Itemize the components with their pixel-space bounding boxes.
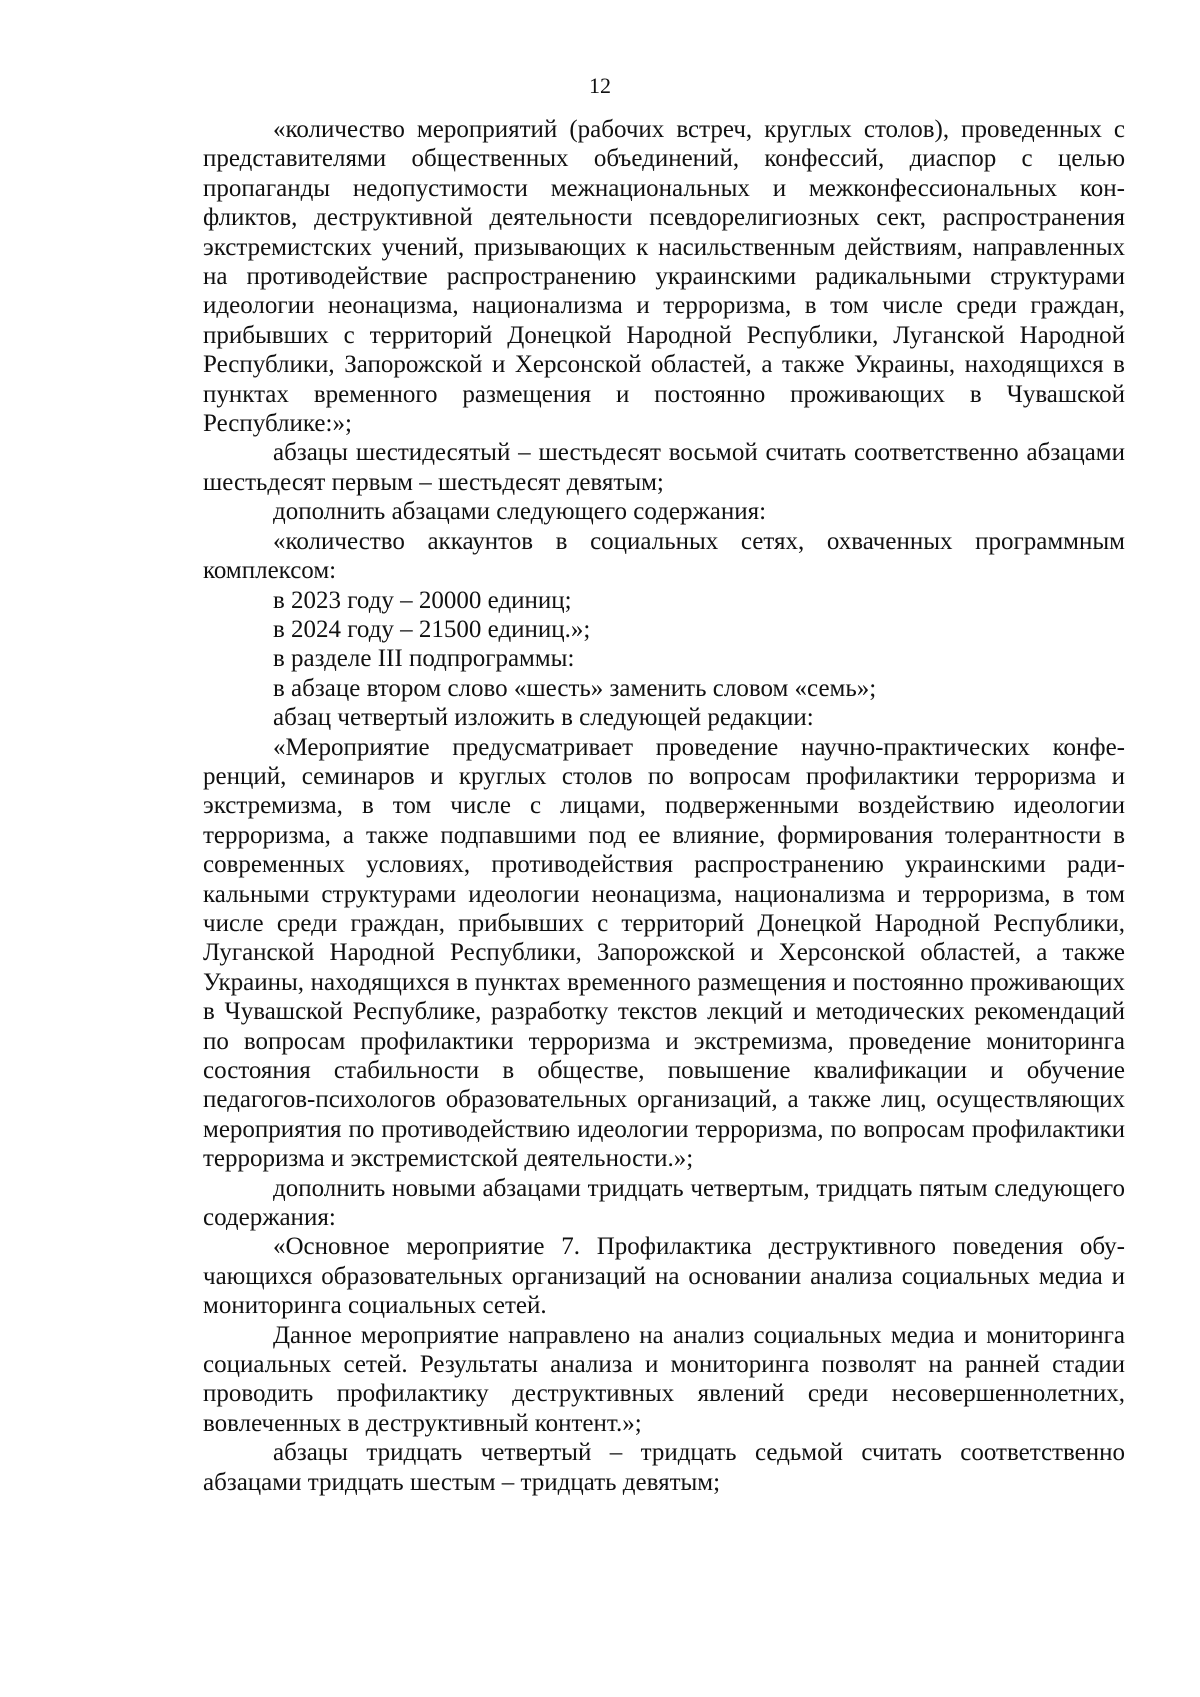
page-number: 12 — [589, 73, 611, 98]
paragraph-9: абзац четвертый изложить в следующей редакции: — [273, 704, 814, 732]
paragraph-2: абзацы шестидесятый – шестьдесят восьмой считать соответственно абзацами шестьдесят первым – шестьдесят девятым; — [203, 439, 1125, 496]
paragraph-13: Данное мероприятие направлено на анализ социальных медиа и мониторинга социальных сетей. Результаты анализа и мониторинга позволят на ранней стадии проводить профилактику деструктивных явлений среди несовершеннолетних, вовлеченных в деструктивный контент.»; — [203, 1321, 1125, 1437]
paragraph-3: дополнить абзацами следующего содержания: — [273, 498, 767, 526]
paragraph-10: «Мероприятие предусматривает проведение научно-практических конференций, семинаров и круглых столов по вопросам профилактики терроризма и экстремизма, в том числе с лицами, подверженными воздействию идеологии терроризма, а также подпавшими под ее влияние, формирования толерантности в современных условиях, противодействия распространению украинскими радикальными структурами идеологии неонацизма, национализма и терроризма, в том числе среди граждан, прибывших с территорий Донецкой Народной Республики, Луганской Народной Республики, Запорожской и Херсонской областей, а также Украины, находящихся в пунктах временного размещения и постоянно проживающих в Чувашской Республике, разработку текстов лекций и методических рекомендаций по вопросам профилактики терроризма и экстремизма, проведение мониторинга состояния стабильности в обществе, повышение квалификации и обучение педагогов-психологов образовательных организаций, а также лиц, осуществляющих мероприятия по противодействию идеологии терроризма, по вопросам профилактики терроризма и экстремистской деятельности.»; — [203, 733, 1125, 1173]
paragraph-14: абзацы тридцать четвертый – тридцать седьмой считать соответственно абзацами тридцать шестым – тридцать девятым; — [203, 1439, 1125, 1496]
paragraph-12: «Основное мероприятие 7. Профилактика деструктивного поведения обучающихся образовательных организаций на основании анализа социальных медиа и мониторинга социальных сетей. — [203, 1233, 1125, 1320]
paragraph-7: в разделе III подпрограммы: — [273, 645, 575, 673]
paragraph-6: в 2024 году – 21500 единиц.»; — [273, 615, 591, 643]
paragraph-1: «количество мероприятий (рабочих встреч, круглых столов), проведенных с представителями общественных объединений, конфессий, диаспор с целью пропаганды недопустимости межнациональных и межконфессиональных конфликтов, деструктивной деятельности псевдорелигиозных сект, распространения экстремистских учений, призывающих к насильственным действиям, направленных на противодействие распространению украинскими радикальными структурами идеологии неонацизма, национализма и терроризма, в том числе среди граждан, прибывших с территорий Донецкой Народной Республики, Луганской Народной Республики, Запорожской и Херсонской областей, а также Украины, находящихся в пунктах временного размещения и постоянно проживающих в Чувашской Республике:»; — [203, 116, 1125, 438]
paragraph-11: дополнить новыми абзацами тридцать четвертым, тридцать пятым следующего содержания: — [203, 1174, 1125, 1232]
document-body — [203, 115, 1125, 1497]
paragraph-4: «количество аккаунтов в социальных сетях, охваченных программным комплексом: — [203, 527, 1125, 585]
paragraph-5: в 2023 году – 20000 единиц; — [273, 586, 572, 614]
paragraph-8: в абзаце втором слово «шесть» заменить словом «семь»; — [273, 674, 877, 702]
